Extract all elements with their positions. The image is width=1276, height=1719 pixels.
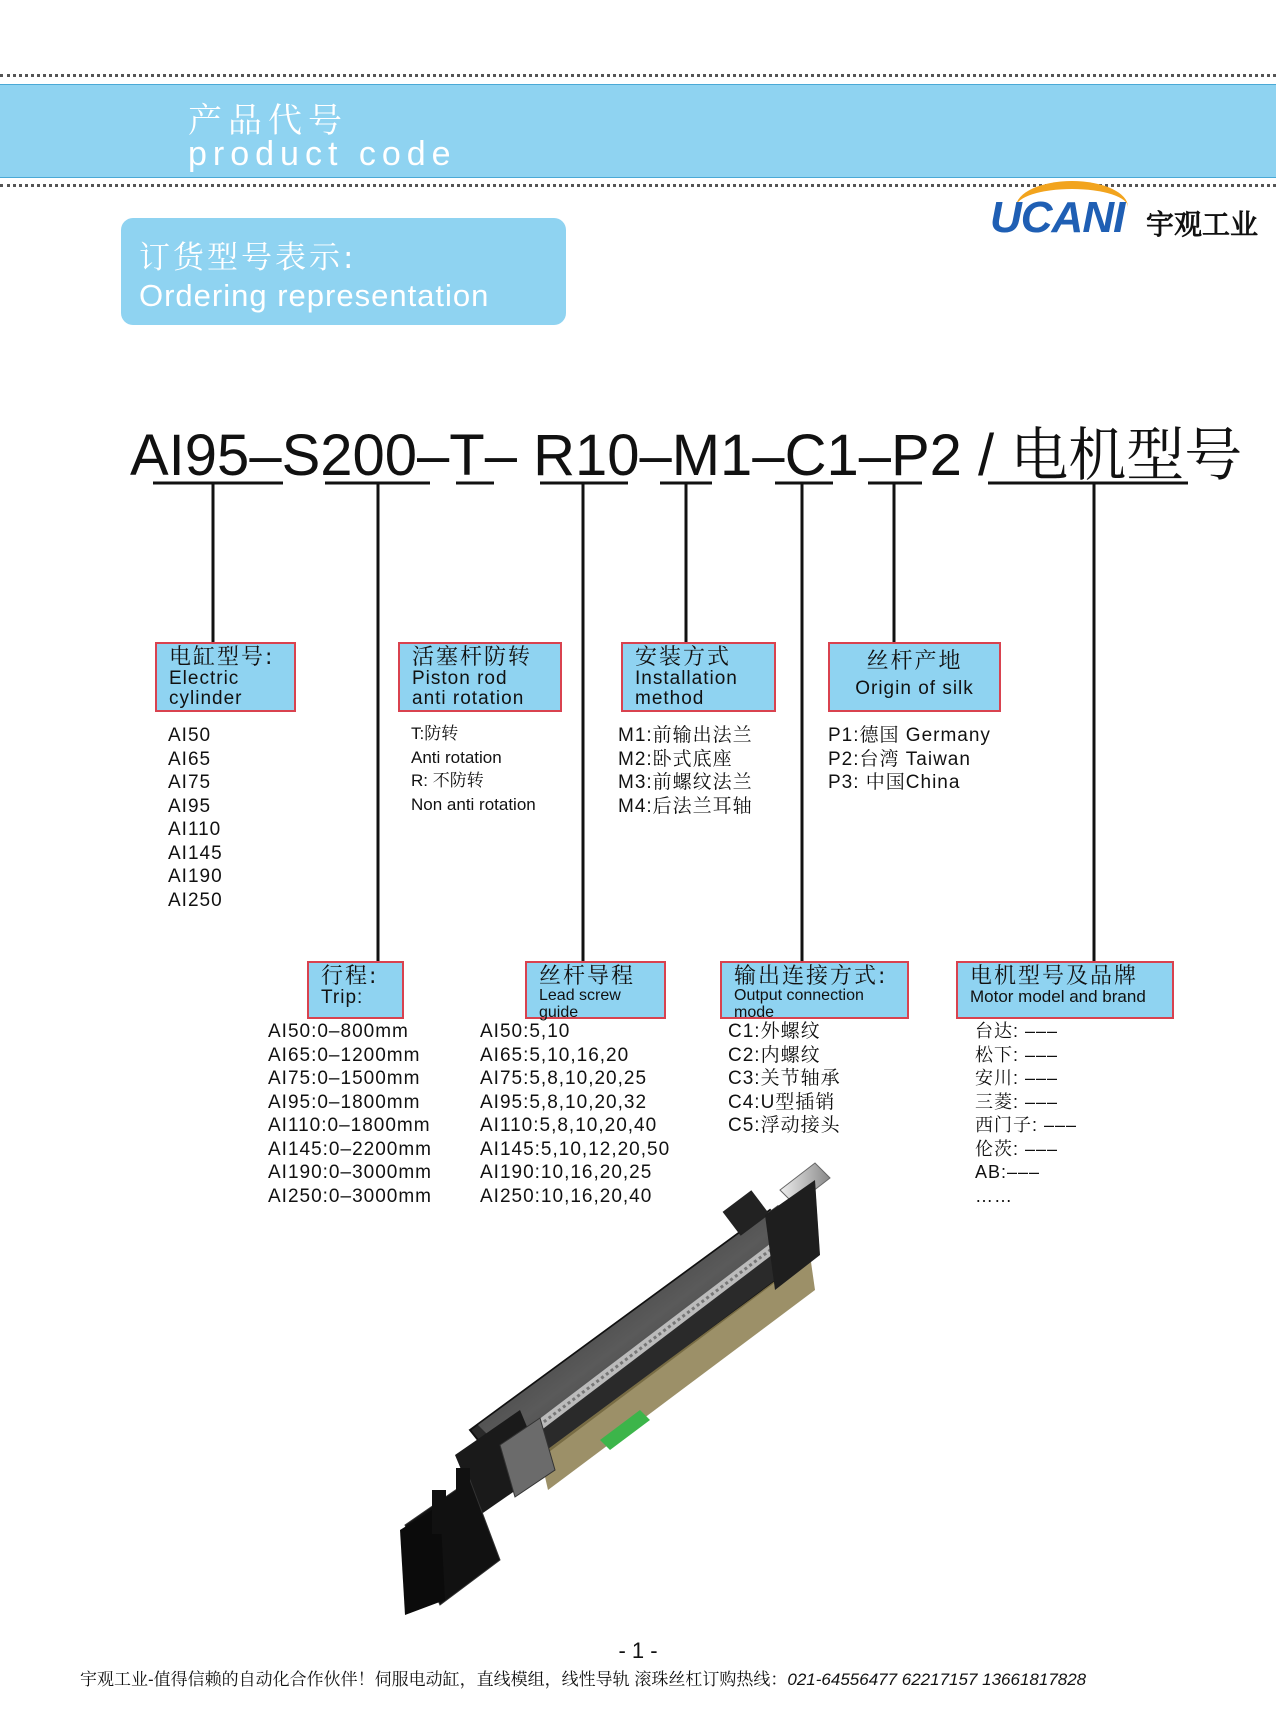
label-electric-cylinder-en-1: Electric [169, 668, 240, 690]
header-title-en: product code [188, 135, 457, 173]
list-item: AI145:0–2200mm [268, 1138, 432, 1160]
list-item: P3: 中国China [828, 772, 961, 793]
list-item: P1:德国 Germany [828, 725, 991, 746]
model-code: AI95–S200–T– R10–M1–C1–P2 / 电机型号 [130, 423, 1243, 488]
footer-phones: 021-64556477 62217157 13661817828 [787, 1670, 1087, 1689]
list-item: AI75 [168, 772, 212, 793]
label-origin-en: Origin of silk [855, 678, 974, 700]
list-item: M2:卧式底座 [618, 748, 733, 770]
ordering-title-en: Ordering representation [139, 278, 490, 313]
list-item: AI250 [168, 889, 223, 911]
label-electric-cylinder-en-2: cylinder [169, 688, 243, 710]
label-trip-en: Trip: [321, 987, 364, 1009]
label-motor-brand-cn: 电机型号及品牌 [970, 964, 1139, 989]
list-item: T:防转 [411, 724, 459, 743]
list-item: …… [975, 1185, 1013, 1206]
footer [80, 1665, 1086, 1690]
label-installation-cn: 安装方式 [635, 645, 732, 670]
list-item: AB:––– [975, 1162, 1041, 1182]
list-item: AI95 [168, 795, 212, 817]
label-output-connection-en: Output connection mode [734, 987, 864, 1021]
label-trip-cn: 行程: [321, 964, 379, 989]
list-item: AI75:0–1500mm [268, 1068, 421, 1089]
label-electric-cylinder-cn: 电缸型号: [169, 645, 275, 670]
list-item: C5:浮动接头 [728, 1115, 841, 1136]
label-piston-rod-en-1: Piston rod [412, 668, 508, 690]
list-item: AI250:0–3000mm [268, 1185, 432, 1207]
list-item: C2:内螺纹 [728, 1044, 821, 1066]
list-item: AI50:0–800mm [268, 1021, 409, 1042]
label-output-connection-cn: 输出连接方式: [734, 964, 888, 989]
list-item: AI50:5,10 [480, 1021, 571, 1042]
label-origin-cn: 丝杆产地 [866, 649, 963, 674]
list-item: AI65:5,10,16,20 [480, 1044, 630, 1066]
list-item: Non anti rotation [411, 794, 536, 814]
label-lead-screw-cn: 丝杆导程 [539, 964, 636, 989]
list-item: AI250:10,16,20,40 [480, 1185, 653, 1207]
list-item: AI65 [168, 748, 212, 770]
list-item: AI65:0–1200mm [268, 1044, 421, 1066]
list-item: 三菱: ––– [975, 1091, 1059, 1112]
label-piston-rod-cn: 活塞杆防转 [412, 645, 533, 670]
label-piston-rod-en-2: anti rotation [412, 688, 525, 710]
logo-brand-cn: 宇观工业 [1146, 208, 1259, 241]
list-item: M3:前螺纹法兰 [618, 772, 753, 793]
page-number: - 1 - [618, 1638, 658, 1663]
list-item: 伦茨: ––– [975, 1138, 1059, 1159]
list-item: AI190:10,16,20,25 [480, 1162, 653, 1183]
list-item: AI110:0–1800mm [268, 1115, 431, 1136]
list-item: 西门子: ––– [975, 1115, 1078, 1135]
list-item: M1:前输出法兰 [618, 725, 753, 746]
list-item: AI50 [168, 725, 212, 746]
list-item: 台达: ––– [975, 1021, 1059, 1041]
list-item: C1:外螺纹 [728, 1021, 821, 1042]
list-item: AI190 [168, 866, 223, 887]
label-motor-brand-en: Motor model and brand [970, 987, 1146, 1007]
list-item: Anti rotation [411, 747, 502, 767]
list-item: AI75:5,8,10,20,25 [480, 1068, 648, 1089]
list-item: AI145:5,10,12,20,50 [480, 1138, 671, 1160]
header-title-cn: 产品代号 [188, 101, 348, 141]
ordering-title-cn: 订货型号表示: [139, 240, 357, 276]
list-item: AI145 [168, 842, 223, 864]
list-item: 松下: ––– [975, 1044, 1059, 1065]
list-item: AI110:5,8,10,20,40 [480, 1115, 658, 1136]
logo-wordmark: UCANI [990, 193, 1125, 242]
list-item: C4:U型插销 [728, 1091, 836, 1113]
list-item: 安川: ––– [975, 1068, 1059, 1088]
footer-text: 宇观工业-值得信赖的自动化合作伙伴！伺服电动缸，直线模组，线性导轨 滚珠丝杠订购热线： [80, 1670, 788, 1689]
list-item: AI110 [168, 819, 222, 840]
list-item: AI95:5,8,10,20,32 [480, 1091, 648, 1113]
list-item: AI190:0–3000mm [268, 1162, 432, 1183]
label-installation-en-2: method [635, 688, 705, 710]
list-item: R: 不防转 [411, 771, 484, 790]
list-item: AI95:0–1800mm [268, 1091, 421, 1113]
list-item: C3:关节轴承 [728, 1068, 841, 1089]
list-item: P2:台湾 Taiwan [828, 748, 971, 770]
label-installation-en-1: Installation [635, 668, 738, 690]
label-lead-screw-en: Lead screw guide [539, 987, 621, 1021]
list-item: M4:后法兰耳轴 [618, 795, 753, 817]
